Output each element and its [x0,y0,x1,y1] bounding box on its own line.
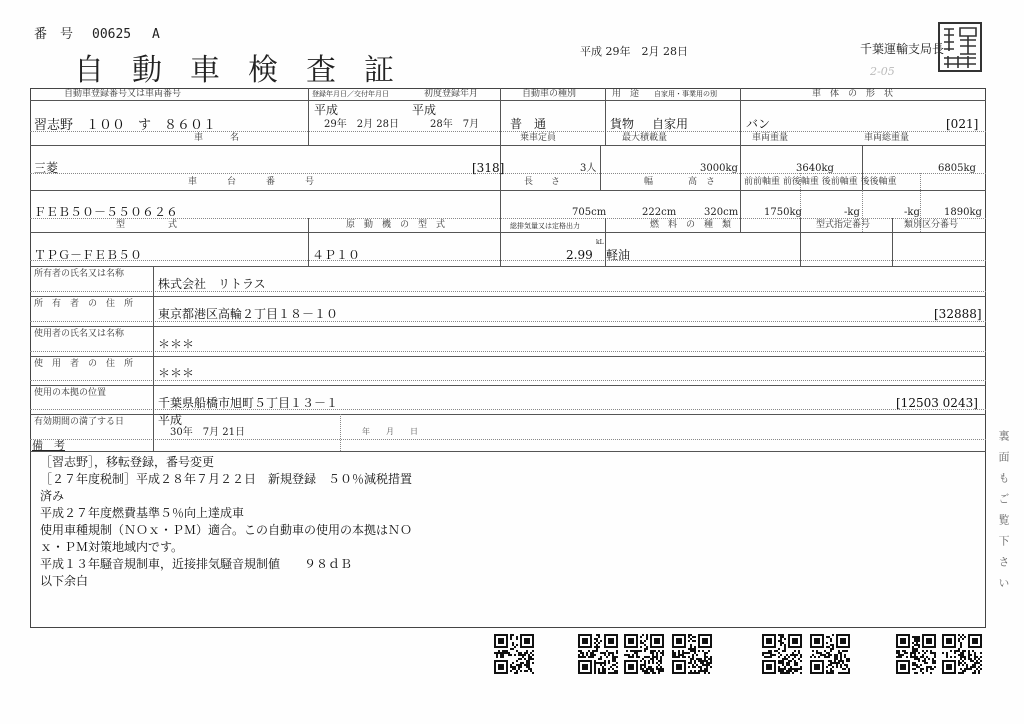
vehicle-kind-value: 普 通 [510,117,547,131]
issue-date: 平成 29年 2月 28日 [580,45,688,58]
user-name-label: 使用者の氏名又は名称 [34,329,125,339]
chassis-number-value: ＦＥＢ５０－５５０６２６ [34,205,179,219]
notes-line: 以下余白 [40,574,89,588]
capacity-value: 3人 [580,163,597,174]
axle-rear-rear-value: 1890kg [944,207,982,218]
body-shape-code: [021] [946,117,979,131]
axle-front-rear-value: -kg [844,207,860,218]
notes-line: ｘ・ＰＭ対策地域内です。 [40,540,184,554]
displacement-value: 2.99 [566,248,593,262]
notes-line: 済み [40,489,65,503]
maker-label: 車 名 [194,133,240,143]
notes-line: 使用車種規制（ＮＯｘ・ＰＭ）適合。この自動車の使用の本拠はＮＯ [40,523,413,537]
engine-model-value: ４Ｐ１０ [312,248,361,262]
notes-line: 平成２７年度燃費基準５％向上達成車 [40,506,245,520]
reg-date-value: 29年 2月 28日 [324,119,399,130]
user-name-value: ＊＊＊ [158,337,195,351]
vehicle-weight-label: 車両重量 [752,133,789,143]
qr-code-icon [762,634,802,674]
reg-number-label: 自動車登録番号又は車両番号 [64,89,182,99]
use-label: 用 途 [612,89,640,99]
width-label: 幅 [644,177,654,187]
private-business-value: 自家用 [652,117,689,131]
document-title: 自動車検査証 [74,53,422,88]
chassis-number-label: 車 台 番 号 [188,177,319,187]
first-reg-value: 28年 7月 [430,119,480,130]
fuel-type-label: 燃 料 の 種 類 [650,220,732,230]
user-address-value: ＊＊＊ [158,366,195,380]
expiry-blank-date: 年 月 日 [362,427,418,436]
qr-code-icon [494,634,534,674]
expiry-era: 平成 [158,413,183,427]
axle-front-front-value: 1750kg [764,207,802,218]
fuel-type-value: 軽油 [606,248,631,262]
owner-address-code: [32888] [934,307,982,321]
qr-code-icon [672,634,712,674]
type-designation-label: 型式指定番号 [816,220,871,230]
base-location-code: [12503 0243] [896,396,978,410]
qr-code-icon [896,634,936,674]
max-load-label: 最大積載量 [622,133,668,143]
private-business-label: 自家用・事業用の別 [654,90,717,98]
reverse-side-note: 裏面もご覧下さい [997,430,1010,598]
owner-name-value: 株式会社 リトラス [158,277,266,291]
vehicle-kind-label: 自動車の種別 [522,89,577,99]
qr-code-icon [624,634,664,674]
first-reg-label: 初度登録年月 [424,89,479,99]
vehicle-weight-value: 3640kg [796,163,834,174]
length-label: 長 さ [524,177,561,187]
model-label: 型 式 [116,220,182,230]
body-shape-label: 車 体 の 形 状 [812,89,894,99]
owner-address-value: 東京都港区高輪２丁目１８－１０ [158,307,339,321]
notes-line: 平成１３年騒音規制車，近接排気騒音規制値 ９８ｄＢ [40,557,353,571]
maker-value: 三菱 [34,161,59,175]
expiry-date-value: 30年 7月 21日 [170,427,245,438]
category-number-label: 類別区分番号 [904,220,959,230]
reg-number-value: 習志野 １００ す ８６０１ [34,118,217,133]
maker-code: [318] [472,161,505,175]
notes-line: ［習志野］，移転登録，番号変更 [40,455,215,469]
body-shape-value: バン [746,117,771,131]
displacement-label: 総排気量又は定格出力 [510,222,580,230]
expiry-label: 有効期間の満了する日 [34,417,125,427]
owner-name-label: 所有者の氏名又は名称 [34,269,125,279]
official-seal-icon [938,22,982,72]
gross-weight-value: 6805kg [938,163,976,174]
height-label: 高 さ [688,177,716,187]
number-value: 00625 [92,27,132,42]
first-reg-era: 平成 [412,103,437,117]
number-label: 番 号 [34,27,74,42]
notes-label: 備 考 [32,439,65,452]
reg-date-era: 平成 [314,103,339,117]
qr-code-icon [942,634,982,674]
displacement-unit: kL [596,239,604,246]
model-value: ＴＰＧ－ＦＥＢ５０ [34,248,143,262]
handwritten-note: 2-05 [870,65,895,78]
axle-weight-labels: 前前軸重 前後軸重 後前軸重 後後軸重 [744,177,897,187]
width-value: 222cm [642,207,677,218]
issuer-name: 千葉運輸支局長 [860,42,945,56]
notes-line: ［２７年度税制］平成２８年７月２２日 新規登録 ５０％減税措置 [40,472,413,486]
reg-date-label: 登録年月日／交付年月日 [312,90,389,98]
number-suffix: A [152,27,160,42]
engine-model-label: 原 動 機 の 型 式 [346,220,446,230]
qr-code-icon [578,634,618,674]
base-location-label: 使用の本拠の位置 [34,388,107,398]
gross-weight-label: 車両総重量 [864,133,910,143]
capacity-label: 乗車定員 [520,133,557,143]
user-address-label: 使 用 者 の 住 所 [34,359,134,369]
height-value: 320cm [704,207,739,218]
use-value: 貨物 [610,117,635,131]
owner-address-label: 所 有 者 の 住 所 [34,299,134,309]
axle-rear-front-value: -kg [904,207,920,218]
qr-code-icon [810,634,850,674]
base-location-value: 千葉県船橋市旭町５丁目１３－１ [158,396,339,410]
length-value: 705cm [572,207,607,218]
max-load-value: 3000kg [700,163,738,174]
